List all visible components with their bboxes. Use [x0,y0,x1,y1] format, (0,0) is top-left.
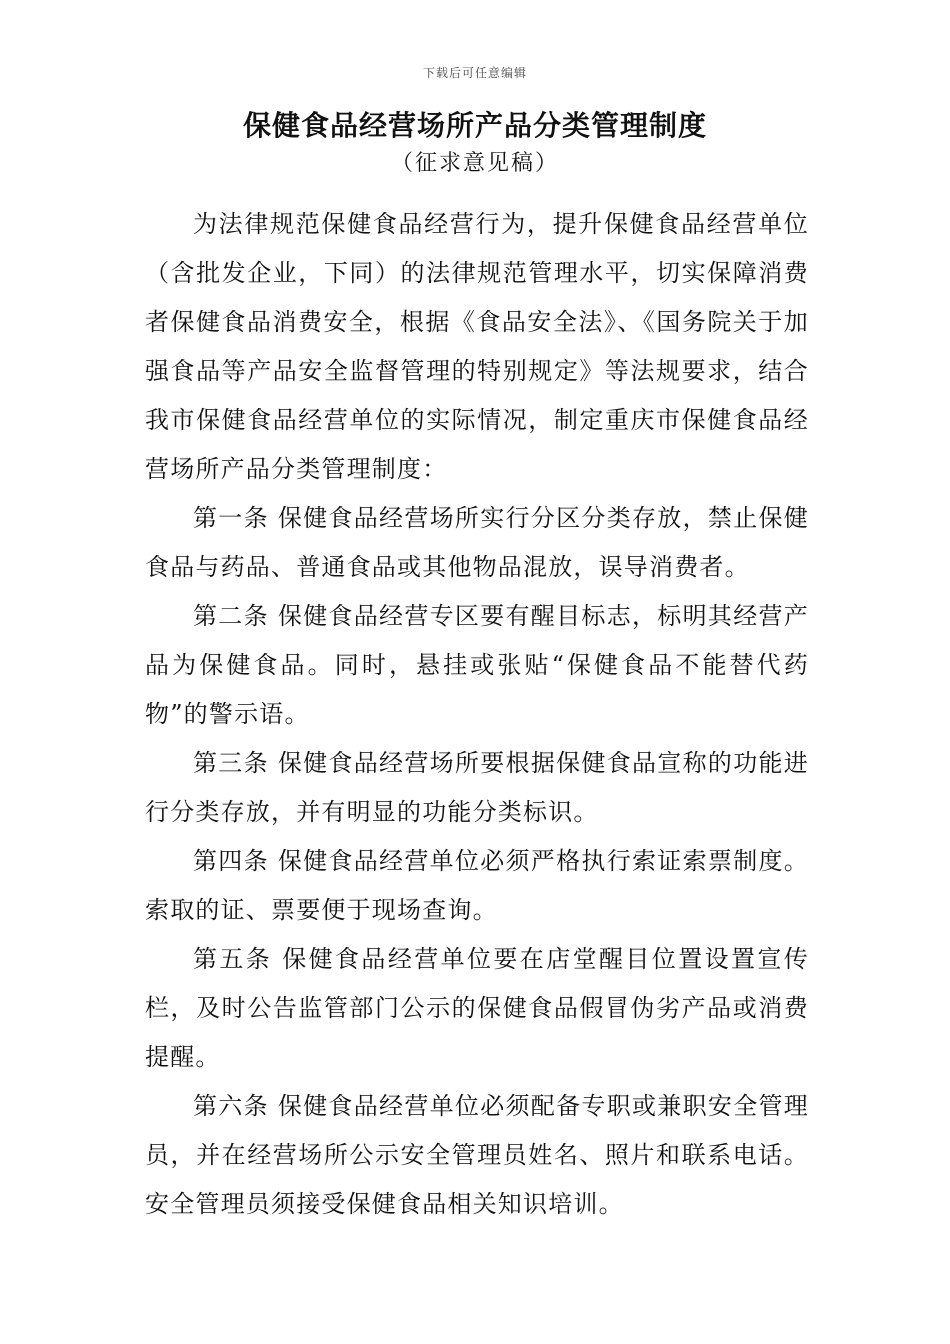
document-body [145,200,809,1229]
document-title: 保健食品经营场所产品分类管理制度 [242,109,707,142]
paragraph-article-1: 第一条 保健食品经营场所实行分区分类存放，禁止保健食品与药品、普通食品或其他物品混放，误导消费者。 [145,504,809,581]
paragraph-article-6: 第六条 保健食品经营单位必须配备专职或兼职安全管理员，并在经营场所公示安全管理员姓名、照片和联系电话。安全管理员须接受保健食品相关知识培训。 [145,1092,809,1218]
download-note: 下载后可任意编辑 [422,66,527,80]
paragraph-intro: 为法律规范保健食品经营行为，提升保健食品经营单位（含批发企业，下同）的法律规范管理水平，切实保障消费者保健食品消费安全，根据《食品安全法》、《国务院关于加强食品等产品安全监督管理的特别规定》等法规要求，结合我市保健食品经营单位的实际情况，制定重庆市保健食品经营场所产品分类管理制度： [145,210,809,483]
paragraph-article-3: 第三条 保健食品经营场所要根据保健食品宣称的功能进行分类存放，并有明显的功能分类标识。 [145,749,809,826]
paragraph-article-5: 第五条 保健食品经营单位要在店堂醒目位置设置宣传栏，及时公告监管部门公示的保健食品假冒伪劣产品或消费提醒。 [145,945,809,1071]
document-subtitle: （征求意见稿） [390,151,559,176]
paragraph-article-2: 第二条 保健食品经营专区要有醒目标志，标明其经营产品为保健食品。同时，悬挂或张贴“保健食品不能替代药物”的警示语。 [145,602,809,728]
paragraph-article-4: 第四条 保健食品经营单位必须严格执行索证索票制度。索取的证、票要便于现场查询。 [145,847,809,924]
